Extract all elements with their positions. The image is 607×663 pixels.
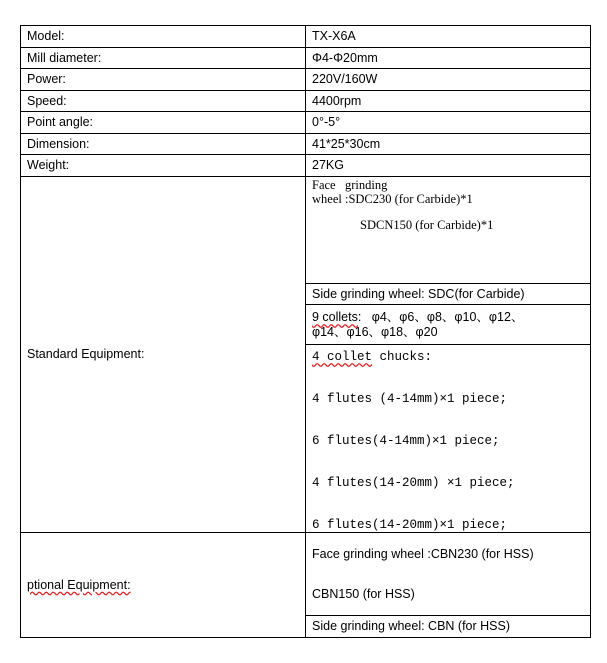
table-row (21, 133, 591, 155)
optional-face-line-2: CBN150 (for HSS) (312, 587, 415, 601)
face-line-1: Face grinding (312, 177, 388, 192)
optional-face-line-1: Face grinding wheel :CBN230 (for HSS) (312, 547, 534, 561)
row-label: Dimension: (21, 133, 306, 155)
row-label: Weight: (21, 155, 306, 177)
row-label: Mill diameter: (21, 47, 306, 69)
face-line-2: wheel :SDC230 (for Carbide)*1 (312, 191, 473, 206)
table-row (21, 112, 591, 134)
standard-equipment-label: Standard Equipment: (21, 176, 306, 533)
face-line-3: SDCN150 (for Carbide)*1 (360, 218, 494, 233)
spec-table (20, 25, 591, 638)
collets-rest: : φ4、φ6、φ8、φ10、φ12、 (357, 310, 524, 325)
table-row (21, 26, 591, 48)
table-row (21, 47, 591, 69)
row-value: 0°-5° (306, 112, 591, 134)
flute-2: 6 flutes(4-14mm)×1 piece; (312, 434, 500, 448)
table-row (21, 155, 591, 177)
row-value: 27KG (306, 155, 591, 177)
standard-side-wheel: Side grinding wheel: SDC(for Carbide) (306, 283, 591, 305)
standard-collets (306, 305, 591, 345)
standard-chucks (306, 345, 591, 533)
chucks-rest: chucks: (372, 350, 433, 364)
collets-prefix: 9 collets (312, 310, 358, 325)
row-label: Speed: (21, 90, 306, 112)
row-label: Power: (21, 69, 306, 91)
row-value: TX-X6A (306, 26, 591, 48)
optional-face-row (21, 533, 591, 616)
optional-equipment-label: ptional Equipment: (21, 533, 306, 638)
flute-4: 6 flutes(14-20mm)×1 piece; (312, 518, 508, 532)
row-value: 4400rpm (306, 90, 591, 112)
optional-side-wheel: Side grinding wheel: CBN (for HSS) (306, 616, 591, 638)
collets-line-2: φ14、φ16、φ18、φ20 (312, 324, 438, 339)
row-value: 220V/160W (306, 69, 591, 91)
table-row (21, 90, 591, 112)
flute-3: 4 flutes(14-20mm) ×1 piece; (312, 476, 515, 490)
standard-face-row (21, 176, 591, 283)
row-label: Point angle: (21, 112, 306, 134)
row-value: 41*25*30cm (306, 133, 591, 155)
row-label: Model: (21, 26, 306, 48)
flute-1: 4 flutes (4-14mm)×1 piece; (312, 392, 508, 406)
spacer (312, 206, 590, 218)
table-row (21, 69, 591, 91)
standard-face-wheel (306, 176, 591, 283)
row-value: Φ4-Φ20mm (306, 47, 591, 69)
optional-face-wheel (306, 533, 591, 616)
chucks-prefix: 4 collet (312, 350, 373, 364)
